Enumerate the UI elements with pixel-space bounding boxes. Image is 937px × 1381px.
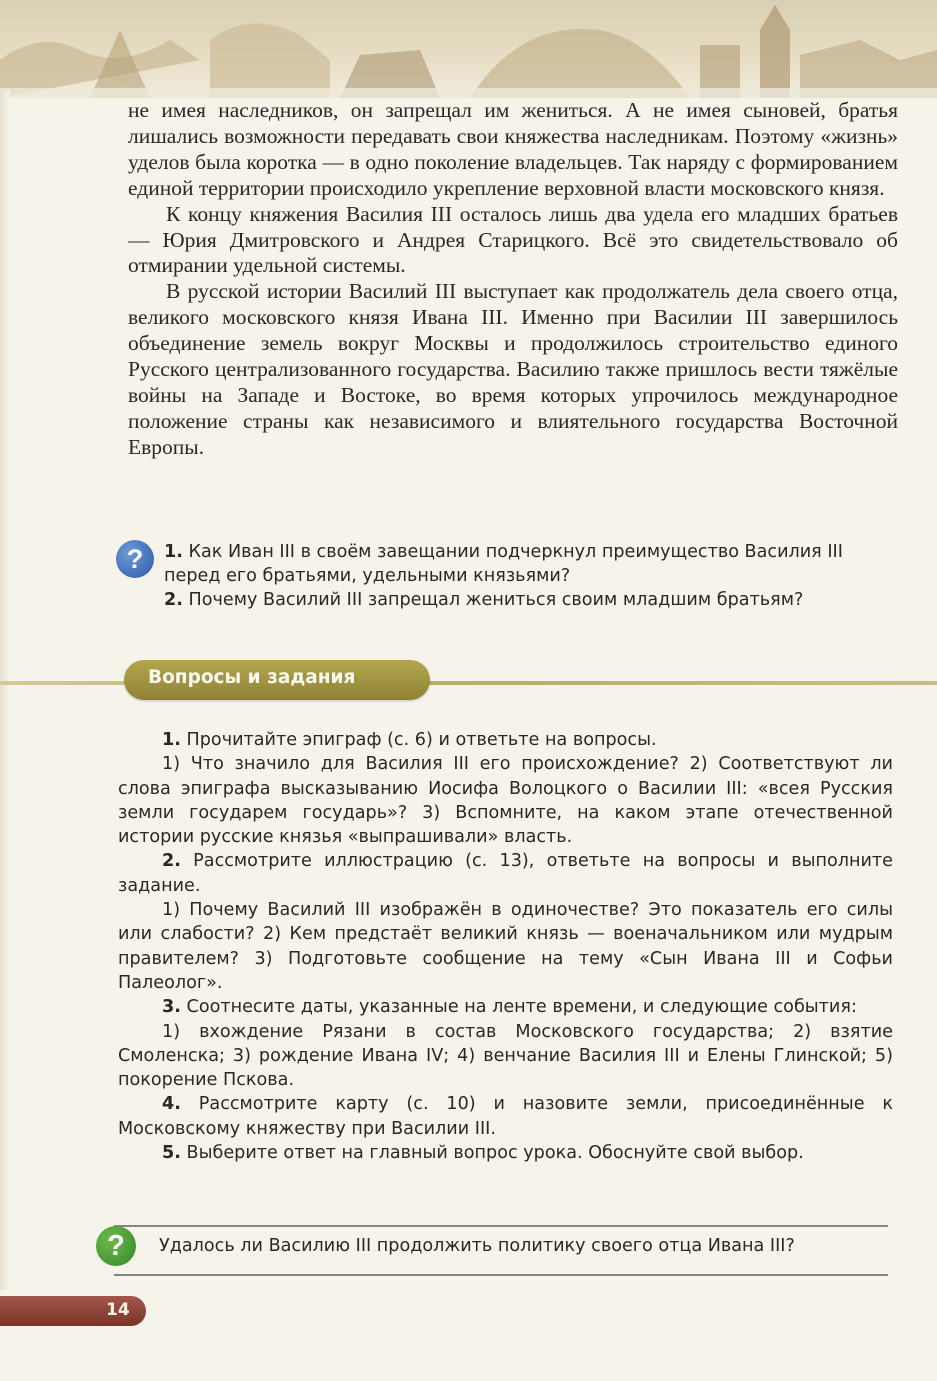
- page-number: 14: [106, 1300, 130, 1320]
- paragraph: В русской истории Василий III выступает как продолжатель дела своего отца, великого московского князя Ивана III. Именно при Василии III завершилось объединение земель вокруг Москвы и продолжилось строительство единого Русского централизованного государства. Василию также пришлось вести тяжёлые войны на Западе и Востоке, во время которых упрочилось международное положение страны как независимого и влиятельного государства Восточной Европы.: [128, 279, 898, 459]
- task-text: Соотнесите даты, указанные на ленте времени, и следующие события:: [186, 997, 857, 1018]
- list-item: [118, 995, 893, 1019]
- task-number: 5.: [162, 1143, 181, 1164]
- tasks-list: [118, 728, 893, 1165]
- question-text: Как Иван III в своём завещании подчеркнул преимущество Василия III перед его братьями, удельными князьями?: [164, 542, 843, 586]
- list-item: [164, 540, 894, 588]
- section-header: [124, 660, 430, 700]
- main-question: Удалось ли Василию III продолжить политику своего отца Ивана III?: [159, 1236, 795, 1256]
- task-number: 1.: [162, 730, 181, 750]
- list-item: [118, 752, 893, 849]
- list-item: [118, 898, 893, 995]
- list-item: [118, 849, 893, 898]
- question-number: 2.: [164, 590, 183, 610]
- list-item: [118, 1020, 893, 1093]
- task-text: Рассмотрите иллюстрацию (с. 13), ответьте на вопросы и выполните задание.: [118, 851, 893, 896]
- main-question-icon: ?: [96, 1226, 136, 1266]
- task-text: Выберите ответ на главный вопрос урока. Обоснуйте свой выбор.: [186, 1143, 804, 1164]
- list-item: [118, 728, 893, 752]
- main-question-rule-bottom: [114, 1274, 888, 1276]
- paragraph: К концу княжения Василия III осталось лишь два удела его младших братьев — Юрия Дмитровского и Андрея Старицкого. Всё это свидетельствовало об отмирании удельной системы.: [128, 201, 898, 278]
- question-number: 1.: [164, 542, 183, 562]
- task-number: 4.: [162, 1094, 181, 1115]
- question-icon: ?: [116, 540, 154, 578]
- main-question-rule-top: [114, 1225, 888, 1227]
- page-edge: [0, 90, 10, 1290]
- task-number: 2.: [162, 851, 181, 872]
- page-number-tab: [0, 1296, 146, 1326]
- review-question-list: [164, 540, 894, 612]
- list-item: [118, 1141, 893, 1165]
- task-text: 1) Почему Василий III изображён в одиночестве? Это показатель его силы или слабости? 2) Кем предстаёт великий князь — военачальником или мудрым правителем? 3) Подготовьте сообщение на тему «Сын Ивана III и Софьи Палеолог».: [118, 900, 893, 993]
- list-item: [118, 1092, 893, 1141]
- header-illustration: [0, 0, 937, 98]
- question-text: Почему Василий III запрещал жениться своим младшим братьям?: [188, 590, 804, 610]
- kremlin-illustration-icon: [0, 0, 937, 98]
- section-title: Вопросы и задания: [148, 667, 356, 688]
- task-text: Рассмотрите карту (с. 10) и назовите земли, присоединённые к Московскому княжеству при Василии III.: [118, 1094, 894, 1139]
- list-item: [164, 588, 894, 612]
- task-text: 1) вхождение Рязани в состав Московского государства; 2) взятие Смоленска; 3) рождение Ивана IV; 4) венчание Василия III и Елены Глинской; 5) покорение Пскова.: [118, 1021, 893, 1091]
- paragraph: не имея наследников, он запрещал им жениться. А не имея сыновей, братья лишались возможности передавать свои княжества наследникам. Поэтому «жизнь» уделов была коротка — в одно поколение владельцев. Так наряду с формированием единой территории происходило укрепление верховной власти московского князя.: [128, 98, 898, 200]
- task-text: 1) Что значило для Василия III его происхождение? 2) Соответствуют ли слова эпиграфа высказыванию Иосифа Волоцкого о Василии III: «всея Русския земли государем государь»? 3) Вспомните, на каком этапе отечественной истории русские князья «выпрашивали» власть.: [118, 754, 893, 848]
- body-text: [128, 98, 898, 461]
- task-number: 3.: [162, 997, 181, 1018]
- task-text: Прочитайте эпиграф (с. 6) и ответьте на вопросы.: [186, 730, 657, 750]
